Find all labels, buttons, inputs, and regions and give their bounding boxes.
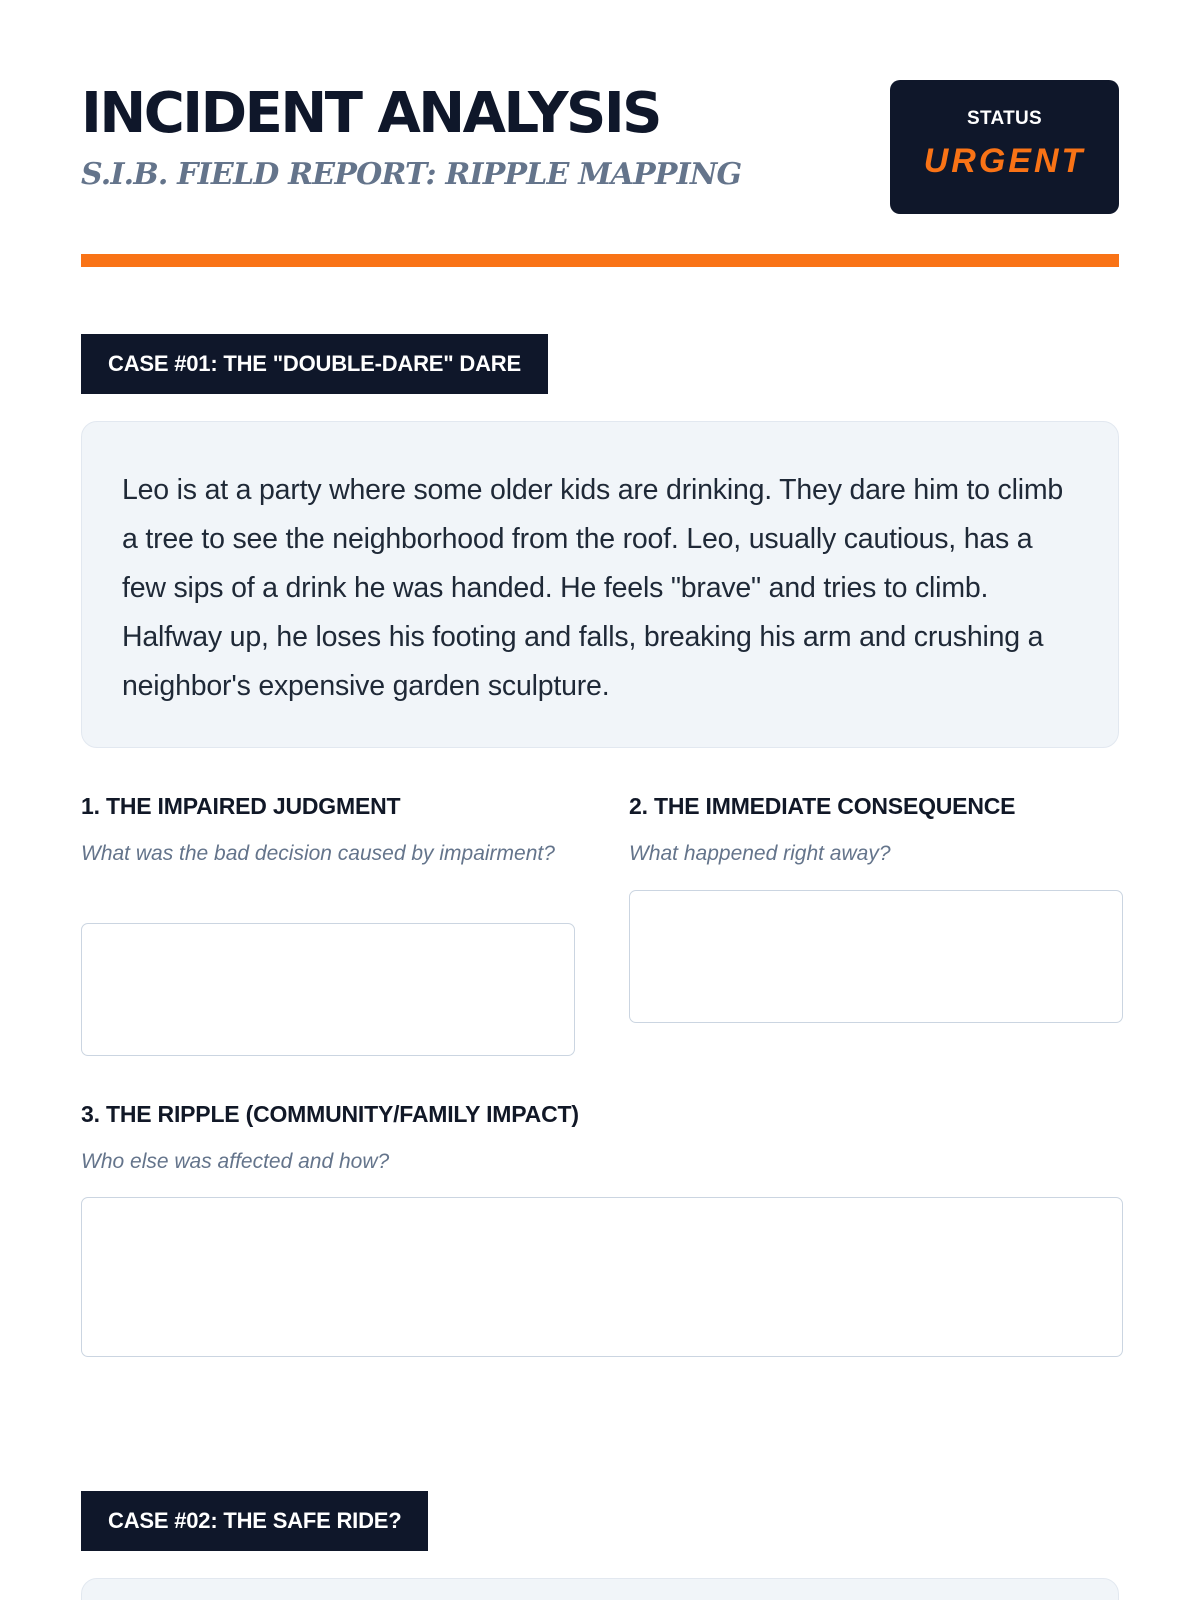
status-value: URGENT <box>923 142 1086 180</box>
page-subtitle: S.I.B. FIELD REPORT: RIPPLE MAPPING <box>81 157 742 192</box>
report-header <box>81 80 1119 215</box>
case-2-tag: CASE #02: THE SAFE RIDE? <box>81 1491 428 1551</box>
case-1-tag: CASE #01: THE "DOUBLE-DARE" DARE <box>81 334 548 394</box>
question-1-answer-box[interactable] <box>81 923 575 1056</box>
question-2 <box>629 793 1119 871</box>
page-title: INCIDENT ANALYSIS <box>81 81 660 146</box>
question-1 <box>81 793 575 871</box>
question-3 <box>81 1101 1119 1179</box>
header-divider <box>81 254 1119 267</box>
question-3-answer-box[interactable] <box>81 1197 1123 1357</box>
question-2-title: 2. THE IMMEDIATE CONSEQUENCE <box>629 793 1016 819</box>
case-2-scenario-panel <box>81 1578 1119 1600</box>
question-3-hint: Who else was affected and how? <box>81 1150 390 1173</box>
question-2-answer-box[interactable] <box>629 890 1123 1023</box>
case-1-scenario-panel <box>81 421 1119 748</box>
question-3-title: 3. THE RIPPLE (COMMUNITY/FAMILY IMPACT) <box>81 1101 579 1127</box>
question-1-hint: What was the bad decision caused by impairment? <box>81 842 555 865</box>
question-2-hint: What happened right away? <box>629 842 891 865</box>
question-1-title: 1. THE IMPAIRED JUDGMENT <box>81 793 401 819</box>
status-badge <box>890 80 1119 214</box>
status-label: STATUS <box>967 108 1042 129</box>
case-1-scenario-text: Leo is at a party where some older kids are drinking. They dare him to climb a tree to see the neighborhood from the roof. Leo, usually cautious, has a few sips of a drink he was handed. He feels "brave" and tries to climb. Halfway up, he loses his footing and falls, breaking his arm and crushing a neighbor's expensive garden sculpture. <box>122 474 1064 702</box>
